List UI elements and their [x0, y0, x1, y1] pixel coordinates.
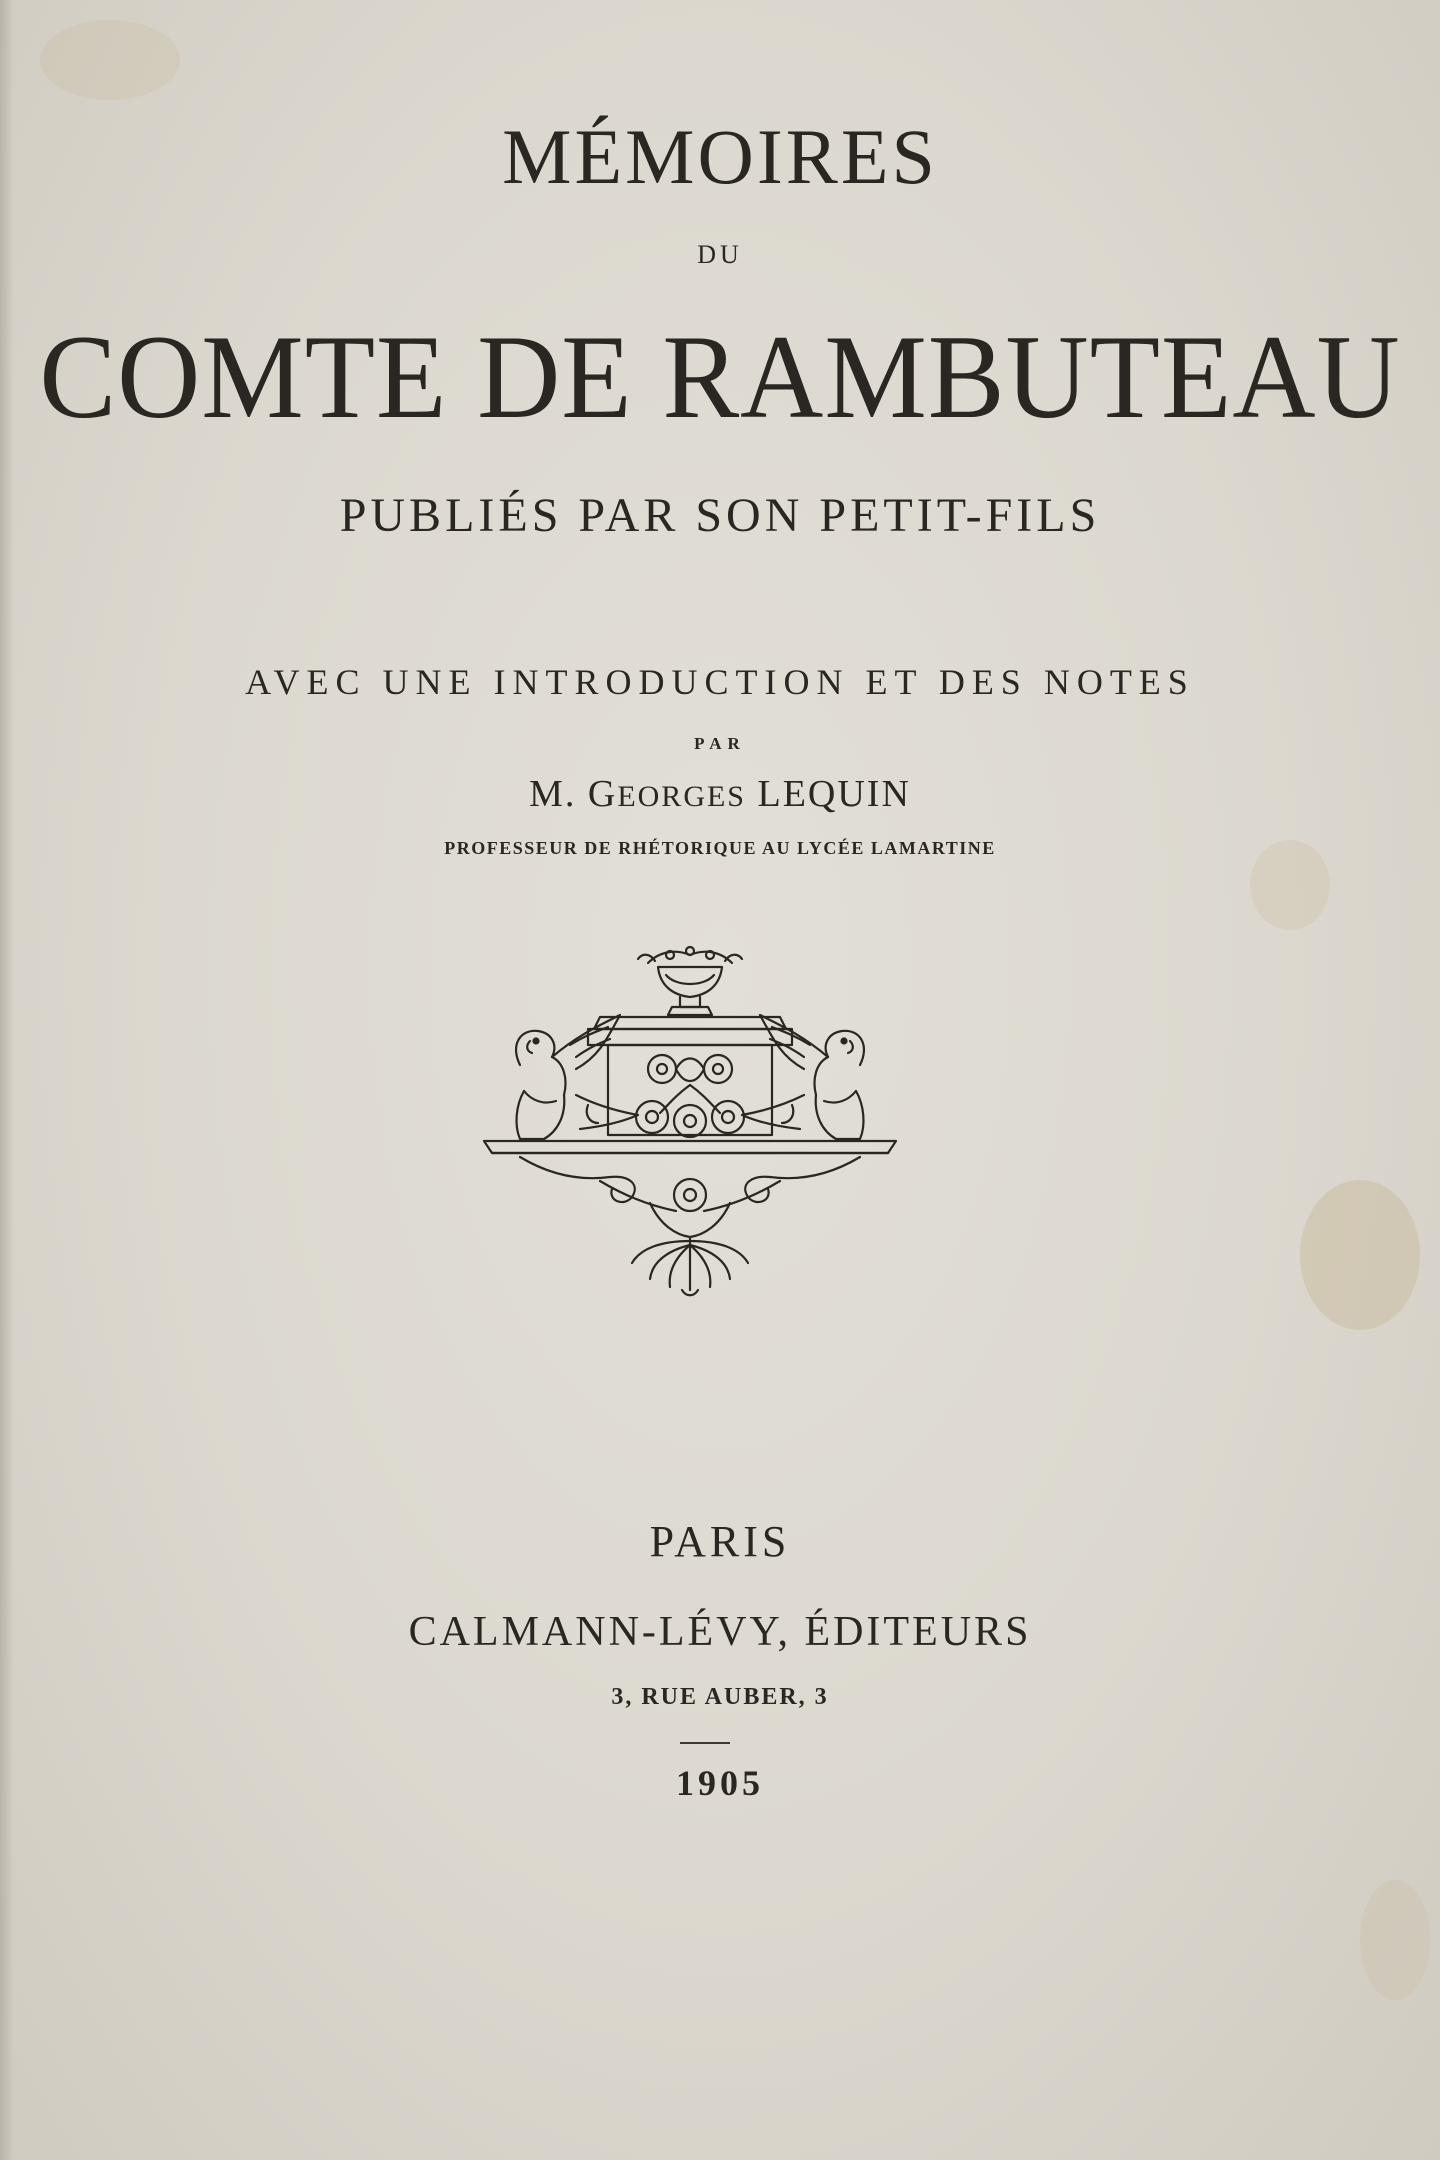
- author-name: [0, 772, 1440, 816]
- foxing-stain: [1300, 1180, 1420, 1330]
- foxing-stain: [1360, 1880, 1430, 2000]
- imprint-address: 3, RUE AUBER, 3: [611, 1684, 829, 1710]
- title-memoires: MÉMOIRES: [502, 113, 938, 200]
- by-line-par: PAR: [694, 734, 746, 753]
- imprint-publisher: CALMANN-LÉVY, ÉDITEURS: [408, 1609, 1032, 1655]
- author-smallcaps: EORGES: [617, 780, 746, 813]
- subtitle-introduction: AVEC UNE INTRODUCTION ET DES NOTES: [245, 662, 1195, 702]
- title-comte-de-rambuteau: COMTE DE RAMBUTEAU: [39, 310, 1401, 443]
- foxing-stain: [40, 20, 180, 100]
- author-role: PROFESSEUR DE RHÉTORIQUE AU LYCÉE LAMARTINE: [444, 838, 996, 858]
- imprint-city: PARIS: [649, 1517, 791, 1566]
- griffin-urn-vignette-icon: [480, 945, 900, 1300]
- subtitle-publies: PUBLIÉS PAR SON PETIT-FILS: [339, 489, 1101, 542]
- imprint-year: 1905: [676, 1763, 764, 1803]
- imprint-divider: [680, 1742, 730, 1744]
- title-du: DU: [697, 240, 743, 269]
- author-surname: LEQUIN: [757, 773, 911, 815]
- author-prefix: M. G: [529, 773, 618, 815]
